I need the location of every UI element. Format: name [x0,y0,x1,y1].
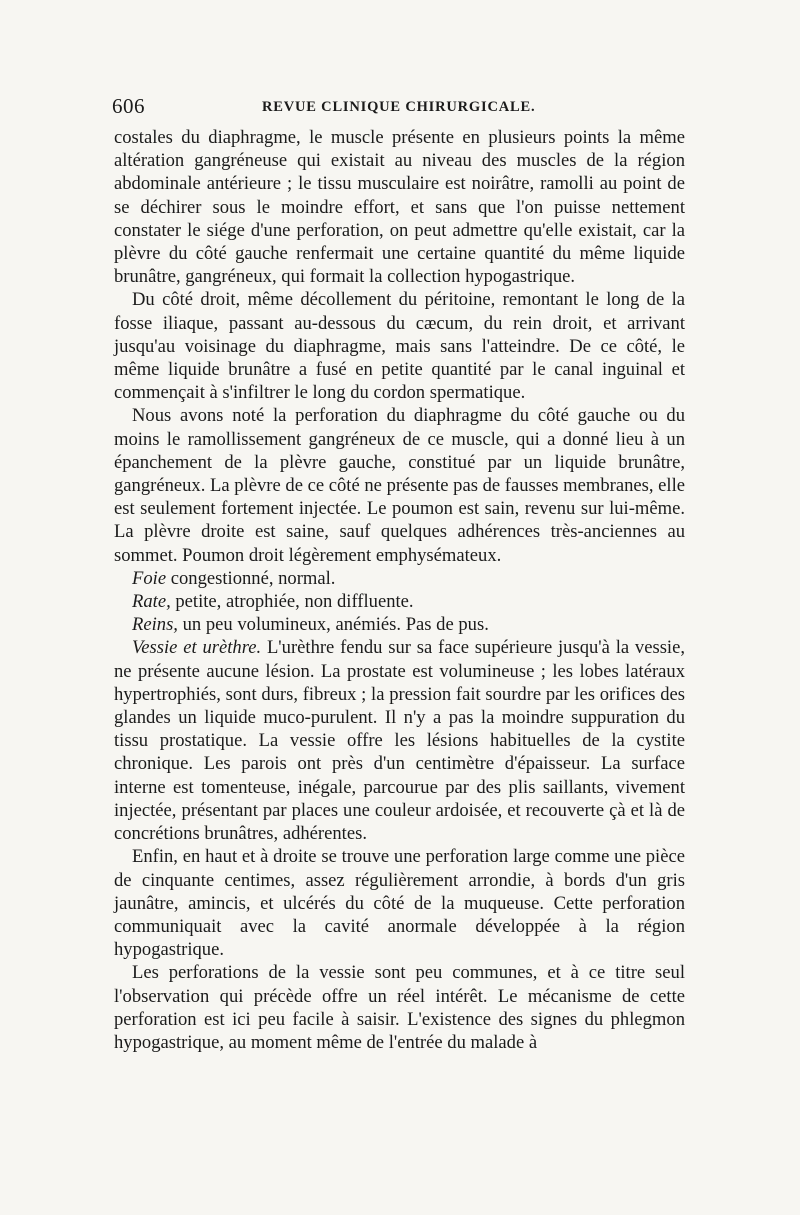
paragraph-lead: Rate, [132,591,171,613]
paragraph-text: congestionné, normal. [166,567,336,589]
page-number: 606 [112,94,145,118]
paragraph-text: petite, atrophiée, non diffluente. [170,591,414,613]
paragraph-3 [114,404,685,566]
paragraph-reins [114,613,685,636]
paragraph-text: Du côté droit, même décollement du péritoine, remontant le long de la fosse iliaque, passant au-dessous du cæcum, du rein droit, et arrivant jusqu'au voisinage du diaphragme, mais sans l'atteindre. De ce côté, le même liquide brunâtre a fusé en petite quantité par le canal inguinal et commençait à s'infiltrer le long du cordon spermatique. [114,289,685,404]
paragraph-text: Nous avons noté la perforation du diaphragme du côté gauche ou du moins le ramollissement gangréneux de ce muscle, qui a donné lieu à un épanchement de la plèvre gauche, constitué par un liquide brunâtre, gangréneux. La plèvre de ce côté ne présente pas de fausses membranes, elle est seulement fortement injectée. Le poumon est sain, revenu sur lui-même. La plèvre droite est saine, sauf quelques adhérences très-anciennes au sommet. Poumon droit légèrement emphysémateux. [114,405,685,566]
paragraph-vessie [114,636,685,845]
paragraph-rate [114,590,685,613]
paragraph-lead: Vessie et urèthre. [132,637,262,659]
paragraph-text: L'urèthre fendu sur sa face supérieure jusqu'à la vessie, ne présente aucune lésion. La prostate est volumineuse ; les lobes latéraux hypertrophiés, sont durs, fibreux ; la pression fait sourdre par les orifices des glandes un liquide muco-purulent. Il n'y a pas la moindre suppuration du tissu prostatique. La vessie offre les lésions habituelles de la cystite chronique. Les parois ont près d'un centimètre d'épaisseur. La surface interne est tomenteuse, inégale, parcourue par des plis saillants, vivement injectée, présentant par places une couleur ardoisée, et recouverte çà et là de concrétions brunâtres, adhérentes. [114,637,686,845]
paragraph-8 [114,845,685,961]
paragraph-1 [114,126,685,288]
body-text [114,126,685,1054]
paragraph-2 [114,288,685,404]
paragraph-text: Enfin, en haut et à droite se trouve une perforation large comme une pièce de cinquante centimes, assez régulièrement arrondie, à bords d'un gris jaunâtre, amincis, et ulcérés du côté de la muqueuse. Cette perforation communiquait avec la cavité anormale développée à la région hypogastrique. [114,846,685,961]
running-title: REVUE CLINIQUE CHIRURGICALE. [262,99,536,115]
page-header [112,94,687,124]
paragraph-text: Les perforations de la vessie sont peu communes, et à ce titre seul l'observation qui précède offre un réel intérêt. Le mécanisme de cette perforation est ici peu facile à saisir. L'existence des signes du phlegmon hypogastrique, au moment même de l'entrée du malade à [114,962,685,1053]
paragraph-lead: Foie [132,567,167,589]
paragraph-9 [114,961,685,1054]
paragraph-text: un peu volumineux, anémiés. Pas de pus. [177,614,489,636]
paragraph-text: costales du diaphragme, le muscle présente en plusieurs points la même altération gangréneuse qui existait au niveau des muscles de la région abdominale antérieure ; le tissu musculaire est noirâtre, ramolli au point de se déchirer sous le moindre effort, et sans que l'on puisse nettement constater le siége d'une perforation, on peut admettre qu'elle existait, car la plèvre du côté gauche renfermait une certaine quantité du même liquide brunâtre, gangréneux, qui formait la collection hypogastrique. [114,127,685,288]
paragraph-foie [114,567,685,590]
paragraph-lead: Reins, [132,614,178,636]
